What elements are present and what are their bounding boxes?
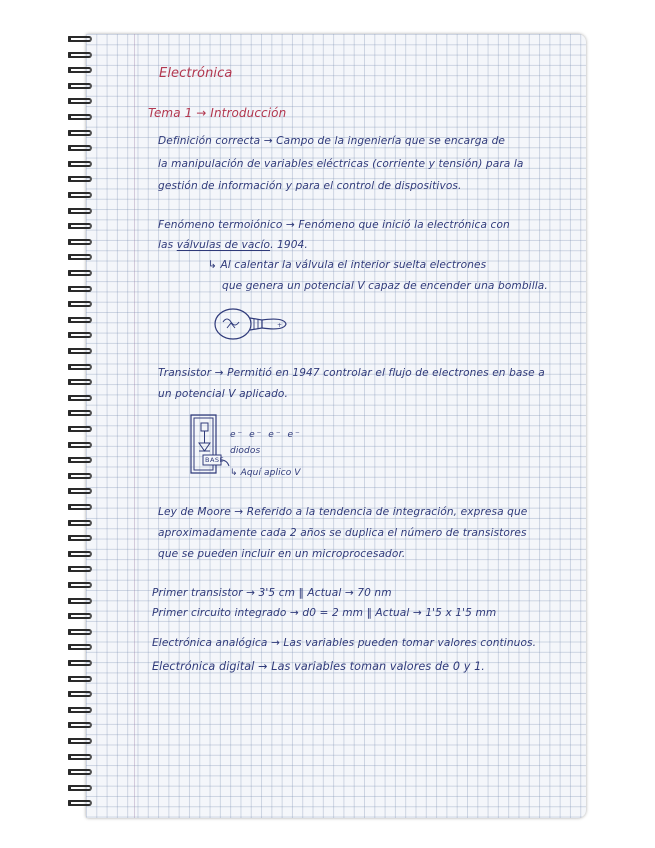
spiral-coil <box>68 130 92 136</box>
spiral-coil <box>68 551 92 557</box>
spiral-coil <box>68 754 92 760</box>
spiral-coil <box>68 52 92 58</box>
thermionic-line-1: Fenómeno termoiónico → Fenómeno que inició la electrónica con <box>158 219 510 231</box>
spiral-coil <box>68 644 92 650</box>
spiral-coil <box>68 800 92 806</box>
spiral-coil <box>68 629 92 635</box>
spiral-coil <box>68 582 92 588</box>
comparison-integrated-circuit: Primer circuito integrado → d0 = 2 mm ‖ Actual → 1'5 x 1'5 mm <box>152 607 497 619</box>
spiral-coil <box>68 785 92 791</box>
spiral-coil <box>68 598 92 604</box>
spiral-coil <box>68 660 92 666</box>
spiral-coil <box>68 520 92 526</box>
spiral-coil <box>68 504 92 510</box>
spiral-coil <box>68 566 92 572</box>
spiral-coil <box>68 83 92 89</box>
spiral-coil <box>68 457 92 463</box>
spiral-coil <box>68 270 92 276</box>
spiral-coil <box>68 691 92 697</box>
spiral-coil <box>68 364 92 370</box>
thermionic-line-2-pre: las <box>158 239 174 251</box>
svg-text:+: + <box>277 322 283 329</box>
spiral-coil <box>68 254 92 260</box>
analog-electronics-line: Electrónica analógica → Las variables pueden tomar valores continuos. <box>152 637 537 649</box>
spiral-coil <box>68 36 92 42</box>
spiral-coil <box>68 317 92 323</box>
definition-line-1: Definición correcta → Campo de la ingeniería que se encarga de <box>158 135 506 147</box>
spiral-coil <box>68 176 92 182</box>
moore-line-1: Ley de Moore → Referido a la tendencia de integración, expresa que <box>158 506 528 518</box>
spiral-coil <box>68 145 92 151</box>
voltage-label: ↳ Aquí aplico V <box>230 468 301 478</box>
moore-line-3: que se pueden incluir en un microprocesador. <box>158 548 406 560</box>
spiral-coil <box>68 722 92 728</box>
spiral-coil <box>68 348 92 354</box>
spiral-coil <box>68 161 92 167</box>
base-label: BASE <box>205 456 225 464</box>
topic-heading: Tema 1 → Introducción <box>148 106 287 120</box>
spiral-coil <box>68 473 92 479</box>
spiral-coil <box>68 286 92 292</box>
spiral-coil <box>68 379 92 385</box>
electrons-label: e⁻ e⁻ e⁻ e⁻ <box>230 430 302 440</box>
spiral-coil <box>68 114 92 120</box>
definition-line-2: la manipulación de variables eléctricas (corriente y tensión) para la <box>158 158 524 170</box>
definition-line-3: gestión de información y para el control de dispositivos. <box>158 180 462 192</box>
thermionic-sub-2: que genera un potencial V capaz de encender una bombilla. <box>222 280 548 292</box>
spiral-coil <box>68 98 92 104</box>
spiral-coil <box>68 488 92 494</box>
spiral-coil <box>68 707 92 713</box>
thermionic-line-2-post: . 1904. <box>270 239 308 251</box>
spiral-coil <box>68 332 92 338</box>
diodes-label: diodos <box>230 446 261 456</box>
spiral-coil <box>68 67 92 73</box>
spiral-coil <box>68 613 92 619</box>
spiral-coil <box>68 223 92 229</box>
spiral-coil <box>68 769 92 775</box>
notes-title: Electrónica <box>159 66 233 81</box>
spiral-coil <box>68 208 92 214</box>
spiral-coil <box>68 192 92 198</box>
thermionic-line-2 <box>158 239 308 251</box>
digital-electronics-line: Electrónica digital → Las variables toman valores de 0 y 1. <box>152 660 485 673</box>
spiral-coil <box>68 239 92 245</box>
moore-line-2: aproximadamente cada 2 años se duplica el número de transistores <box>158 527 527 539</box>
spiral-binding <box>66 36 94 812</box>
vacuum-valves-term: válvulas de vacío <box>176 239 271 251</box>
spiral-coil <box>68 676 92 682</box>
comparison-transistor: Primer transistor → 3'5 cm ‖ Actual → 70 nm <box>152 587 392 599</box>
spiral-coil <box>68 426 92 432</box>
transistor-line-1: Transistor → Permitió en 1947 controlar el flujo de electrones en base a <box>158 367 545 379</box>
spiral-coil <box>68 738 92 744</box>
spiral-coil <box>68 442 92 448</box>
spiral-coil <box>68 410 92 416</box>
spiral-coil <box>68 535 92 541</box>
notebook-page <box>86 34 586 818</box>
spiral-coil <box>68 301 92 307</box>
margin-line <box>134 34 135 818</box>
lightbulb-sketch <box>214 305 292 343</box>
spiral-coil <box>68 395 92 401</box>
transistor-line-2: un potencial V aplicado. <box>158 388 288 400</box>
thermionic-sub-1: ↳ Al calentar la válvula el interior suelta electrones <box>208 259 487 271</box>
